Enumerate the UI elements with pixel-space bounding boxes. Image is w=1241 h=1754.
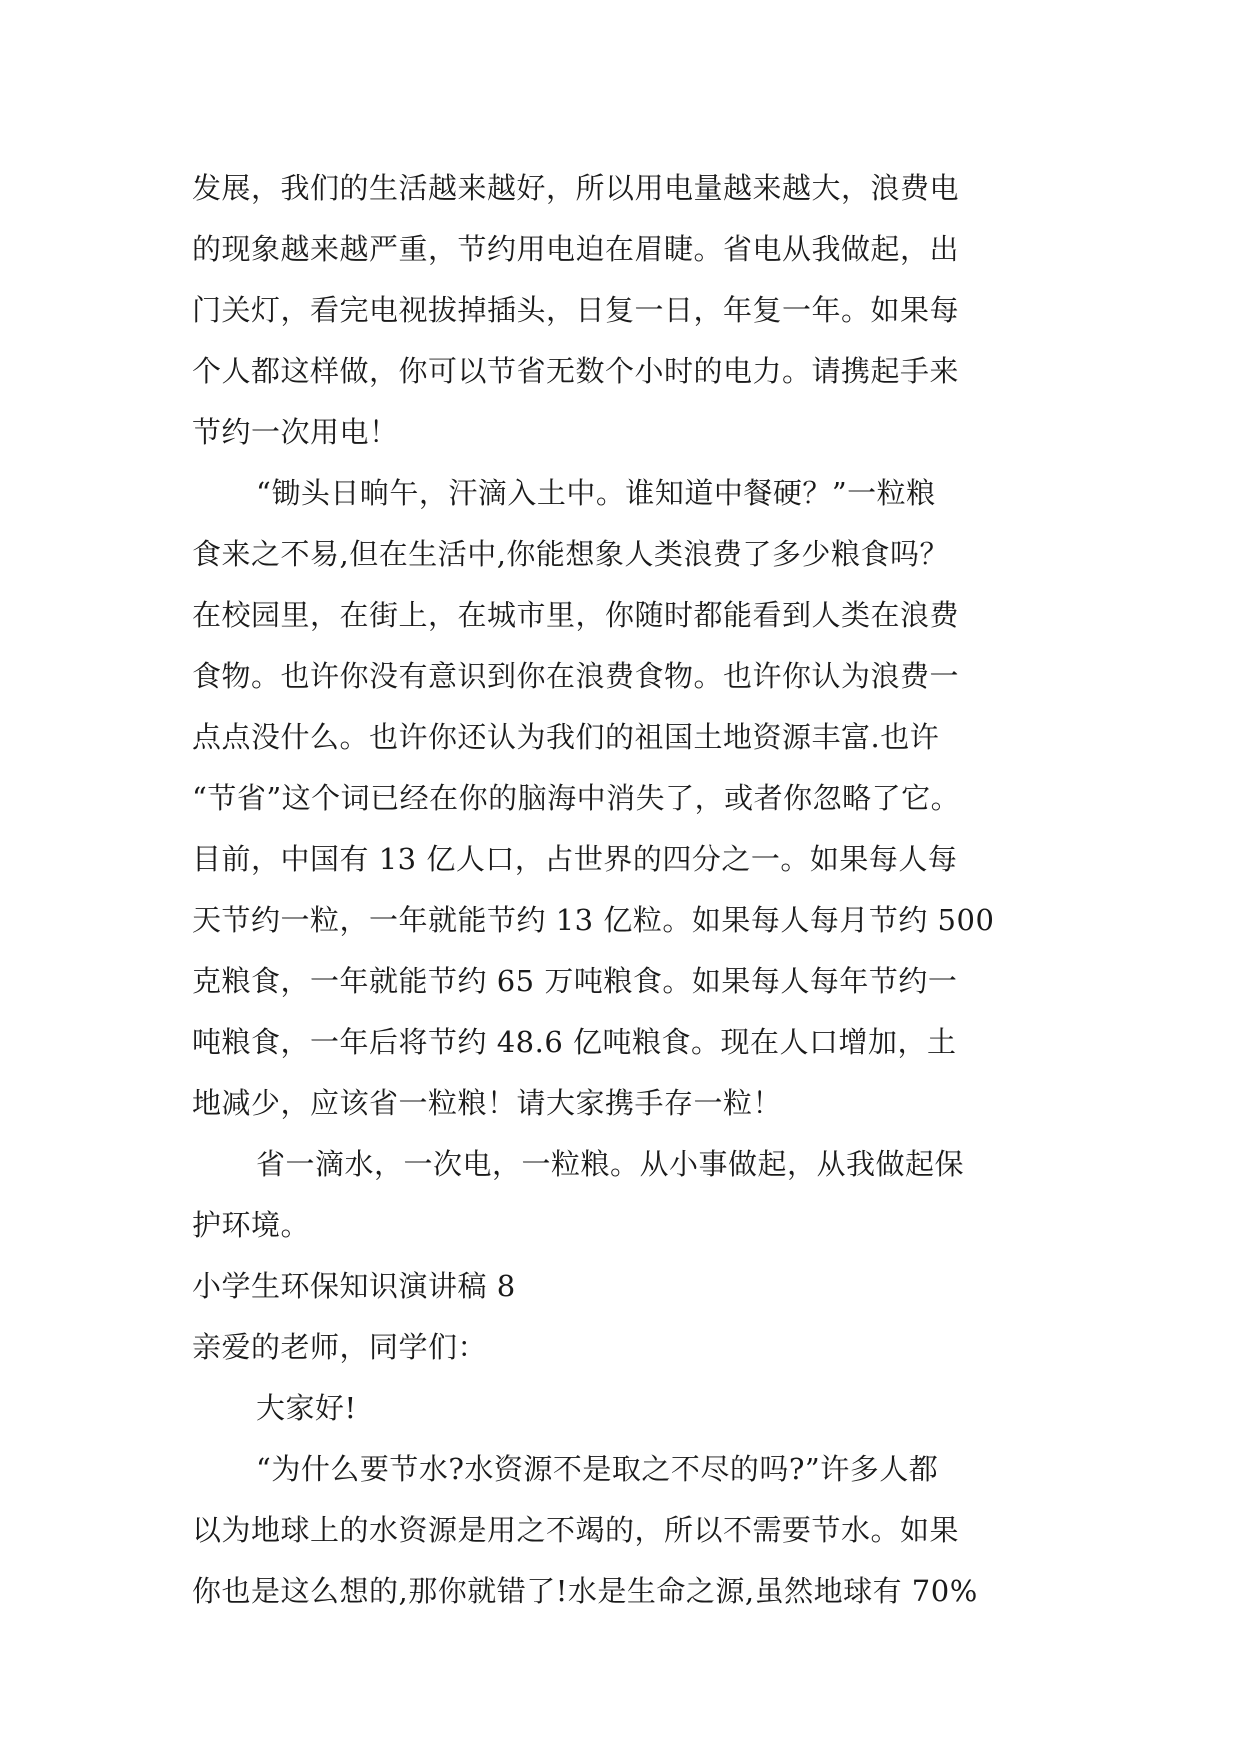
text-line-11: “节省”这个词已经在你的脑海中消失了，或者你忽略了它。 [192, 781, 961, 815]
text-line-13: 天节约一粒，一年就能节约 13 亿粒。如果每人每月节约 500 [192, 903, 995, 937]
text-line-22: “为什么要节水?水资源不是取之不尽的吗?”许多人都 [256, 1452, 939, 1486]
text-line-1: 发展，我们的生活越来越好，所以用电量越来越大，浪费电 [192, 171, 960, 205]
text-line-14: 克粮食，一年就能节约 65 万吨粮食。如果每人每年节约一 [192, 964, 958, 998]
text-line-6: “锄头日晌午，汗滴入土中。谁知道中餐硬？”一粒粮 [256, 476, 936, 510]
text-line-7: 食来之不易,但在生活中,你能想象人类浪费了多少粮食吗？ [192, 537, 949, 571]
text-line-12: 目前，中国有 13 亿人口，占世界的四分之一。如果每人每 [192, 842, 958, 876]
text-line-10: 点点没什么。也许你还认为我们的祖国土地资源丰富.也许 [192, 720, 940, 754]
text-line-8: 在校园里，在街上，在城市里，你随时都能看到人类在浪费 [192, 598, 960, 632]
text-line-2: 的现象越来越严重，节约用电迫在眉睫。省电从我做起，出 [192, 232, 960, 266]
text-line-23: 以为地球上的水资源是用之不竭的，所以不需要节水。如果 [192, 1513, 960, 1547]
text-line-5: 节约一次用电！ [192, 415, 399, 449]
text-line-24: 你也是这么想的,那你就错了!水是生命之源,虽然地球有 70% [192, 1574, 978, 1608]
text-line-3: 门关灯，看完电视拔掉插头，日复一日，年复一年。如果每 [192, 293, 960, 327]
text-line-4: 个人都这样做，你可以节省无数个小时的电力。请携起手来 [192, 354, 960, 388]
greeting: 大家好! [256, 1391, 357, 1425]
text-line-9: 食物。也许你没有意识到你在浪费食物。也许你认为浪费一 [192, 659, 960, 693]
text-line-16: 地减少，应该省一粒粮！请大家携手存一粒！ [192, 1086, 783, 1120]
salutation: 亲爱的老师，同学们： [192, 1330, 488, 1364]
text-line-15: 吨粮食，一年后将节约 48.6 亿吨粮食。现在人口增加，土 [192, 1025, 957, 1059]
document-page [192, 158, 1054, 1622]
section-heading: 小学生环保知识演讲稿 8 [192, 1269, 516, 1303]
text-line-17: 省一滴水，一次电，一粒粮。从小事做起，从我做起保 [256, 1147, 965, 1181]
text-line-18: 护环境。 [192, 1208, 311, 1242]
